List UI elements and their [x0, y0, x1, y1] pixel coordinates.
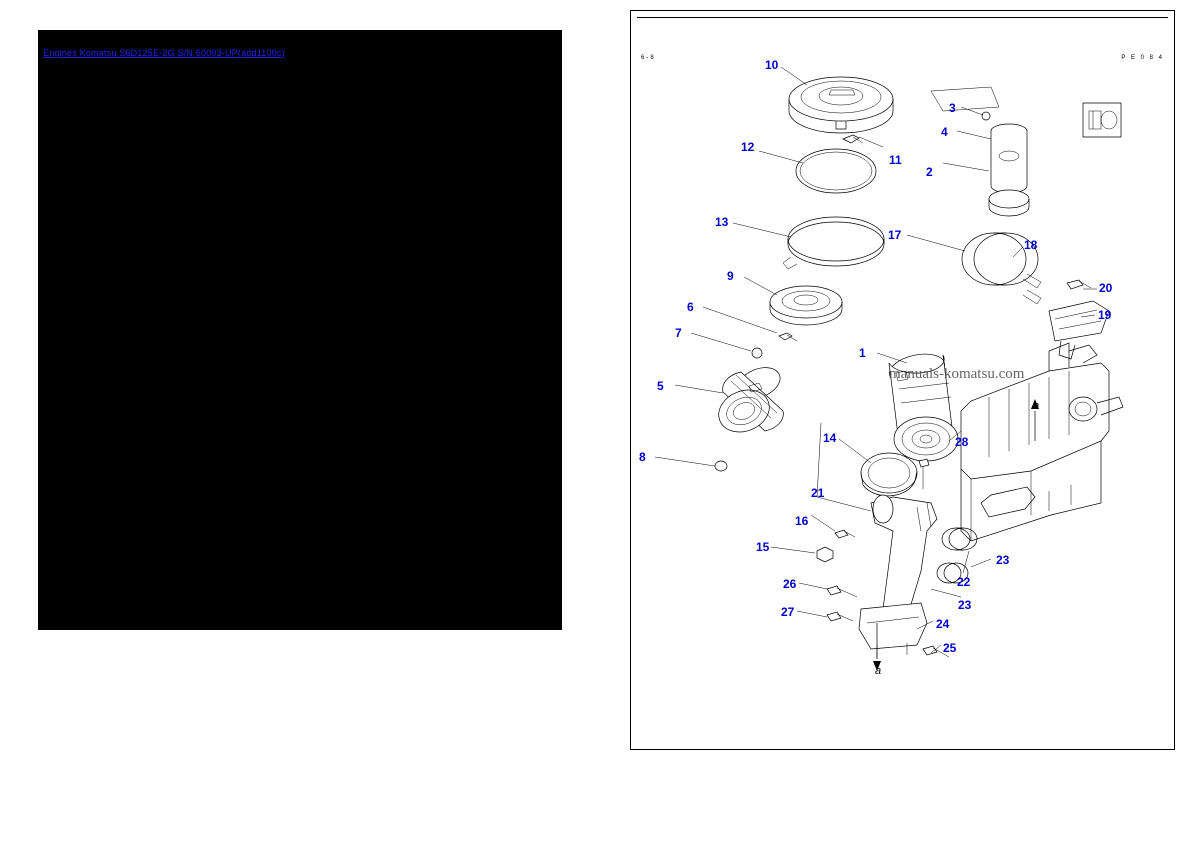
callout-number: 1 [859, 346, 866, 360]
callout-number: 24 [936, 617, 950, 631]
diagram-page-code-right: P E 0 8 4 [1121, 55, 1164, 61]
callout-number: 27 [781, 605, 795, 619]
callout-number: 23 [996, 553, 1010, 567]
callout-number: 7 [675, 326, 682, 340]
callout-number: 2 [926, 165, 933, 179]
callout-number: 28 [955, 435, 969, 449]
callout-number: 16 [795, 514, 809, 528]
callout-number: 10 [765, 58, 779, 72]
callout-number: 15 [756, 540, 770, 554]
callout-number: 17 [888, 228, 902, 242]
callout-number: 23 [958, 598, 972, 612]
callout-number: 21 [811, 486, 825, 500]
callout-number: 5 [657, 379, 664, 393]
callout-number: 13 [715, 215, 729, 229]
callout-number: 26 [783, 577, 797, 591]
page-title-rest: S6D125E-2G S/N 60003-UP(add1100c) [116, 48, 285, 58]
callout-number: 12 [741, 140, 755, 154]
page-title-link[interactable]: Engines Komatsu [43, 48, 117, 58]
callout-number: 22 [957, 575, 971, 589]
callout-number: 8 [639, 450, 646, 464]
watermark-text: manuals-komatsu.com [889, 366, 1025, 382]
callout-number: 18 [1024, 238, 1038, 252]
diagram-page-code-left: 6-8 [641, 55, 656, 61]
section-mark: a [875, 665, 882, 677]
callout-number: 6 [687, 300, 694, 314]
callout-number: 14 [823, 431, 837, 445]
section-mark: a [1033, 400, 1040, 412]
callout-number: 4 [941, 125, 948, 139]
page-title [43, 48, 285, 58]
callout-number: 11 [889, 153, 902, 167]
callout-number: 3 [949, 101, 956, 115]
callout-number: 20 [1099, 281, 1113, 295]
callout-number: 25 [943, 641, 957, 655]
parts-diagram-panel [630, 10, 1175, 750]
callout-number: 19 [1098, 308, 1112, 322]
callout-number: 9 [727, 269, 734, 283]
left-image-panel [38, 30, 562, 630]
